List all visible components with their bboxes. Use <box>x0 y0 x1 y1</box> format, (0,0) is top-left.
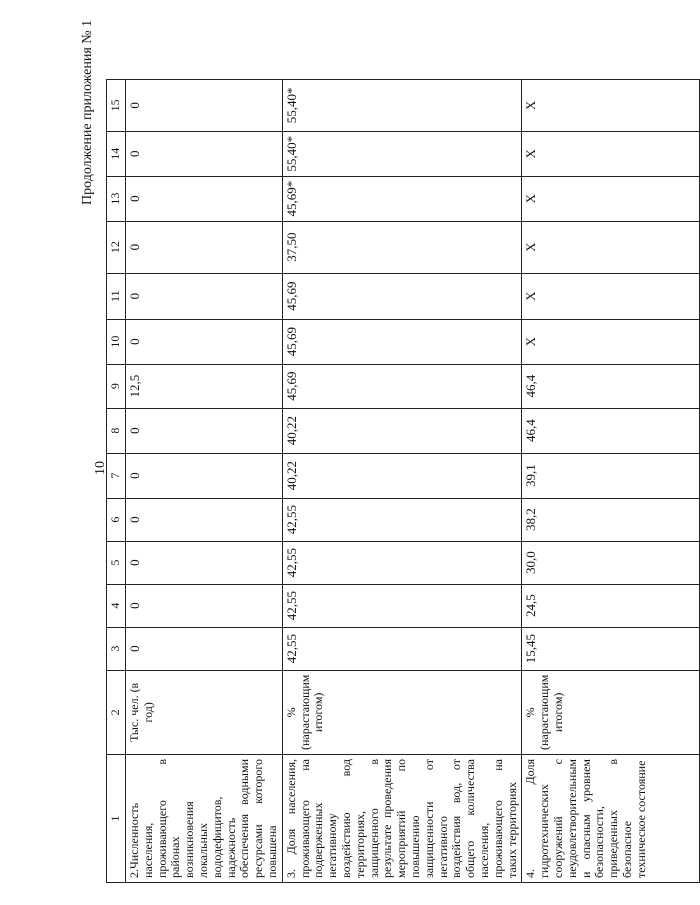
value-cell: 45,69 <box>282 319 522 364</box>
value-cell: 0 <box>126 319 283 364</box>
value-cell: 12,5 <box>126 364 283 408</box>
col-header: 12 <box>107 221 126 273</box>
col-header: 6 <box>107 498 126 541</box>
value-cell: 45,69* <box>282 176 522 221</box>
col-header: 2 <box>107 670 126 754</box>
col-header: 4 <box>107 584 126 627</box>
value-cell: 38,2 <box>522 498 700 541</box>
value-cell: 0 <box>126 627 283 670</box>
indicator-cell: 3. Доля населения, проживающего на подверженных негативному воздействию вод территориях, защищенного в результате проведения мероприятий по повышению защищенности от негативного воздействия вод, от общего количества населения, проживающего на таких территориях <box>282 755 522 883</box>
value-cell: 0 <box>126 176 283 221</box>
value-cell: 46,4 <box>522 408 700 453</box>
value-cell: 0 <box>126 498 283 541</box>
col-header: 8 <box>107 408 126 453</box>
indicators-table <box>106 79 700 883</box>
col-header: 7 <box>107 453 126 498</box>
unit-cell: % (нарастающим итогом) <box>522 670 700 754</box>
table-row <box>282 79 522 882</box>
value-cell: Х <box>522 221 700 273</box>
value-cell: 30,0 <box>522 541 700 584</box>
value-cell: 42,55 <box>282 541 522 584</box>
table-row <box>522 79 700 882</box>
value-cell: 42,55 <box>282 627 522 670</box>
value-cell: Х <box>522 131 700 176</box>
value-cell: 45,69 <box>282 273 522 319</box>
value-cell: Х <box>522 79 700 131</box>
page-number: 10 <box>93 461 108 475</box>
value-cell: 37,50 <box>282 221 522 273</box>
value-cell: 0 <box>126 131 283 176</box>
indicator-cell: 2.Численность населения, проживающего в районах возникновения локальных вододефицитов, надежность обеспечения водными ресурсами которого повышена <box>126 755 283 883</box>
col-header: 3 <box>107 627 126 670</box>
unit-cell: Тыс. чел. (в год) <box>126 670 283 754</box>
value-cell: 55,40* <box>282 79 522 131</box>
value-cell: 55,40* <box>282 131 522 176</box>
value-cell: Х <box>522 273 700 319</box>
value-cell: 40,22 <box>282 453 522 498</box>
col-header: 15 <box>107 79 126 131</box>
value-cell: 40,22 <box>282 408 522 453</box>
value-cell: 42,55 <box>282 584 522 627</box>
value-cell: 0 <box>126 453 283 498</box>
col-header: 14 <box>107 131 126 176</box>
value-cell: 0 <box>126 541 283 584</box>
indicator-cell: 4. Доля гидротехнических сооружений с неудовлетворительным и опасным уровнем безопасности, приведенных в безопасное техническое состояние <box>522 755 700 883</box>
value-cell: 0 <box>126 79 283 131</box>
appendix-note: Продолжение приложения № 1 <box>80 19 95 205</box>
value-cell: 15,45 <box>522 627 700 670</box>
value-cell: 0 <box>126 408 283 453</box>
table-row <box>126 79 283 882</box>
value-cell: Х <box>522 319 700 364</box>
value-cell: 0 <box>126 221 283 273</box>
value-cell: 0 <box>126 584 283 627</box>
value-cell: 0 <box>126 273 283 319</box>
value-cell: 46,4 <box>522 364 700 408</box>
col-header: 5 <box>107 541 126 584</box>
col-header: 9 <box>107 364 126 408</box>
col-header: 11 <box>107 273 126 319</box>
value-cell: 24,5 <box>522 584 700 627</box>
col-header: 10 <box>107 319 126 364</box>
value-cell: 42,55 <box>282 498 522 541</box>
value-cell: 39,1 <box>522 453 700 498</box>
value-cell: 45,69 <box>282 364 522 408</box>
header-row <box>107 79 126 882</box>
col-header: 1 <box>107 755 126 883</box>
col-header: 13 <box>107 176 126 221</box>
value-cell: Х <box>522 176 700 221</box>
unit-cell: % (нарастающим итогом) <box>282 670 522 754</box>
